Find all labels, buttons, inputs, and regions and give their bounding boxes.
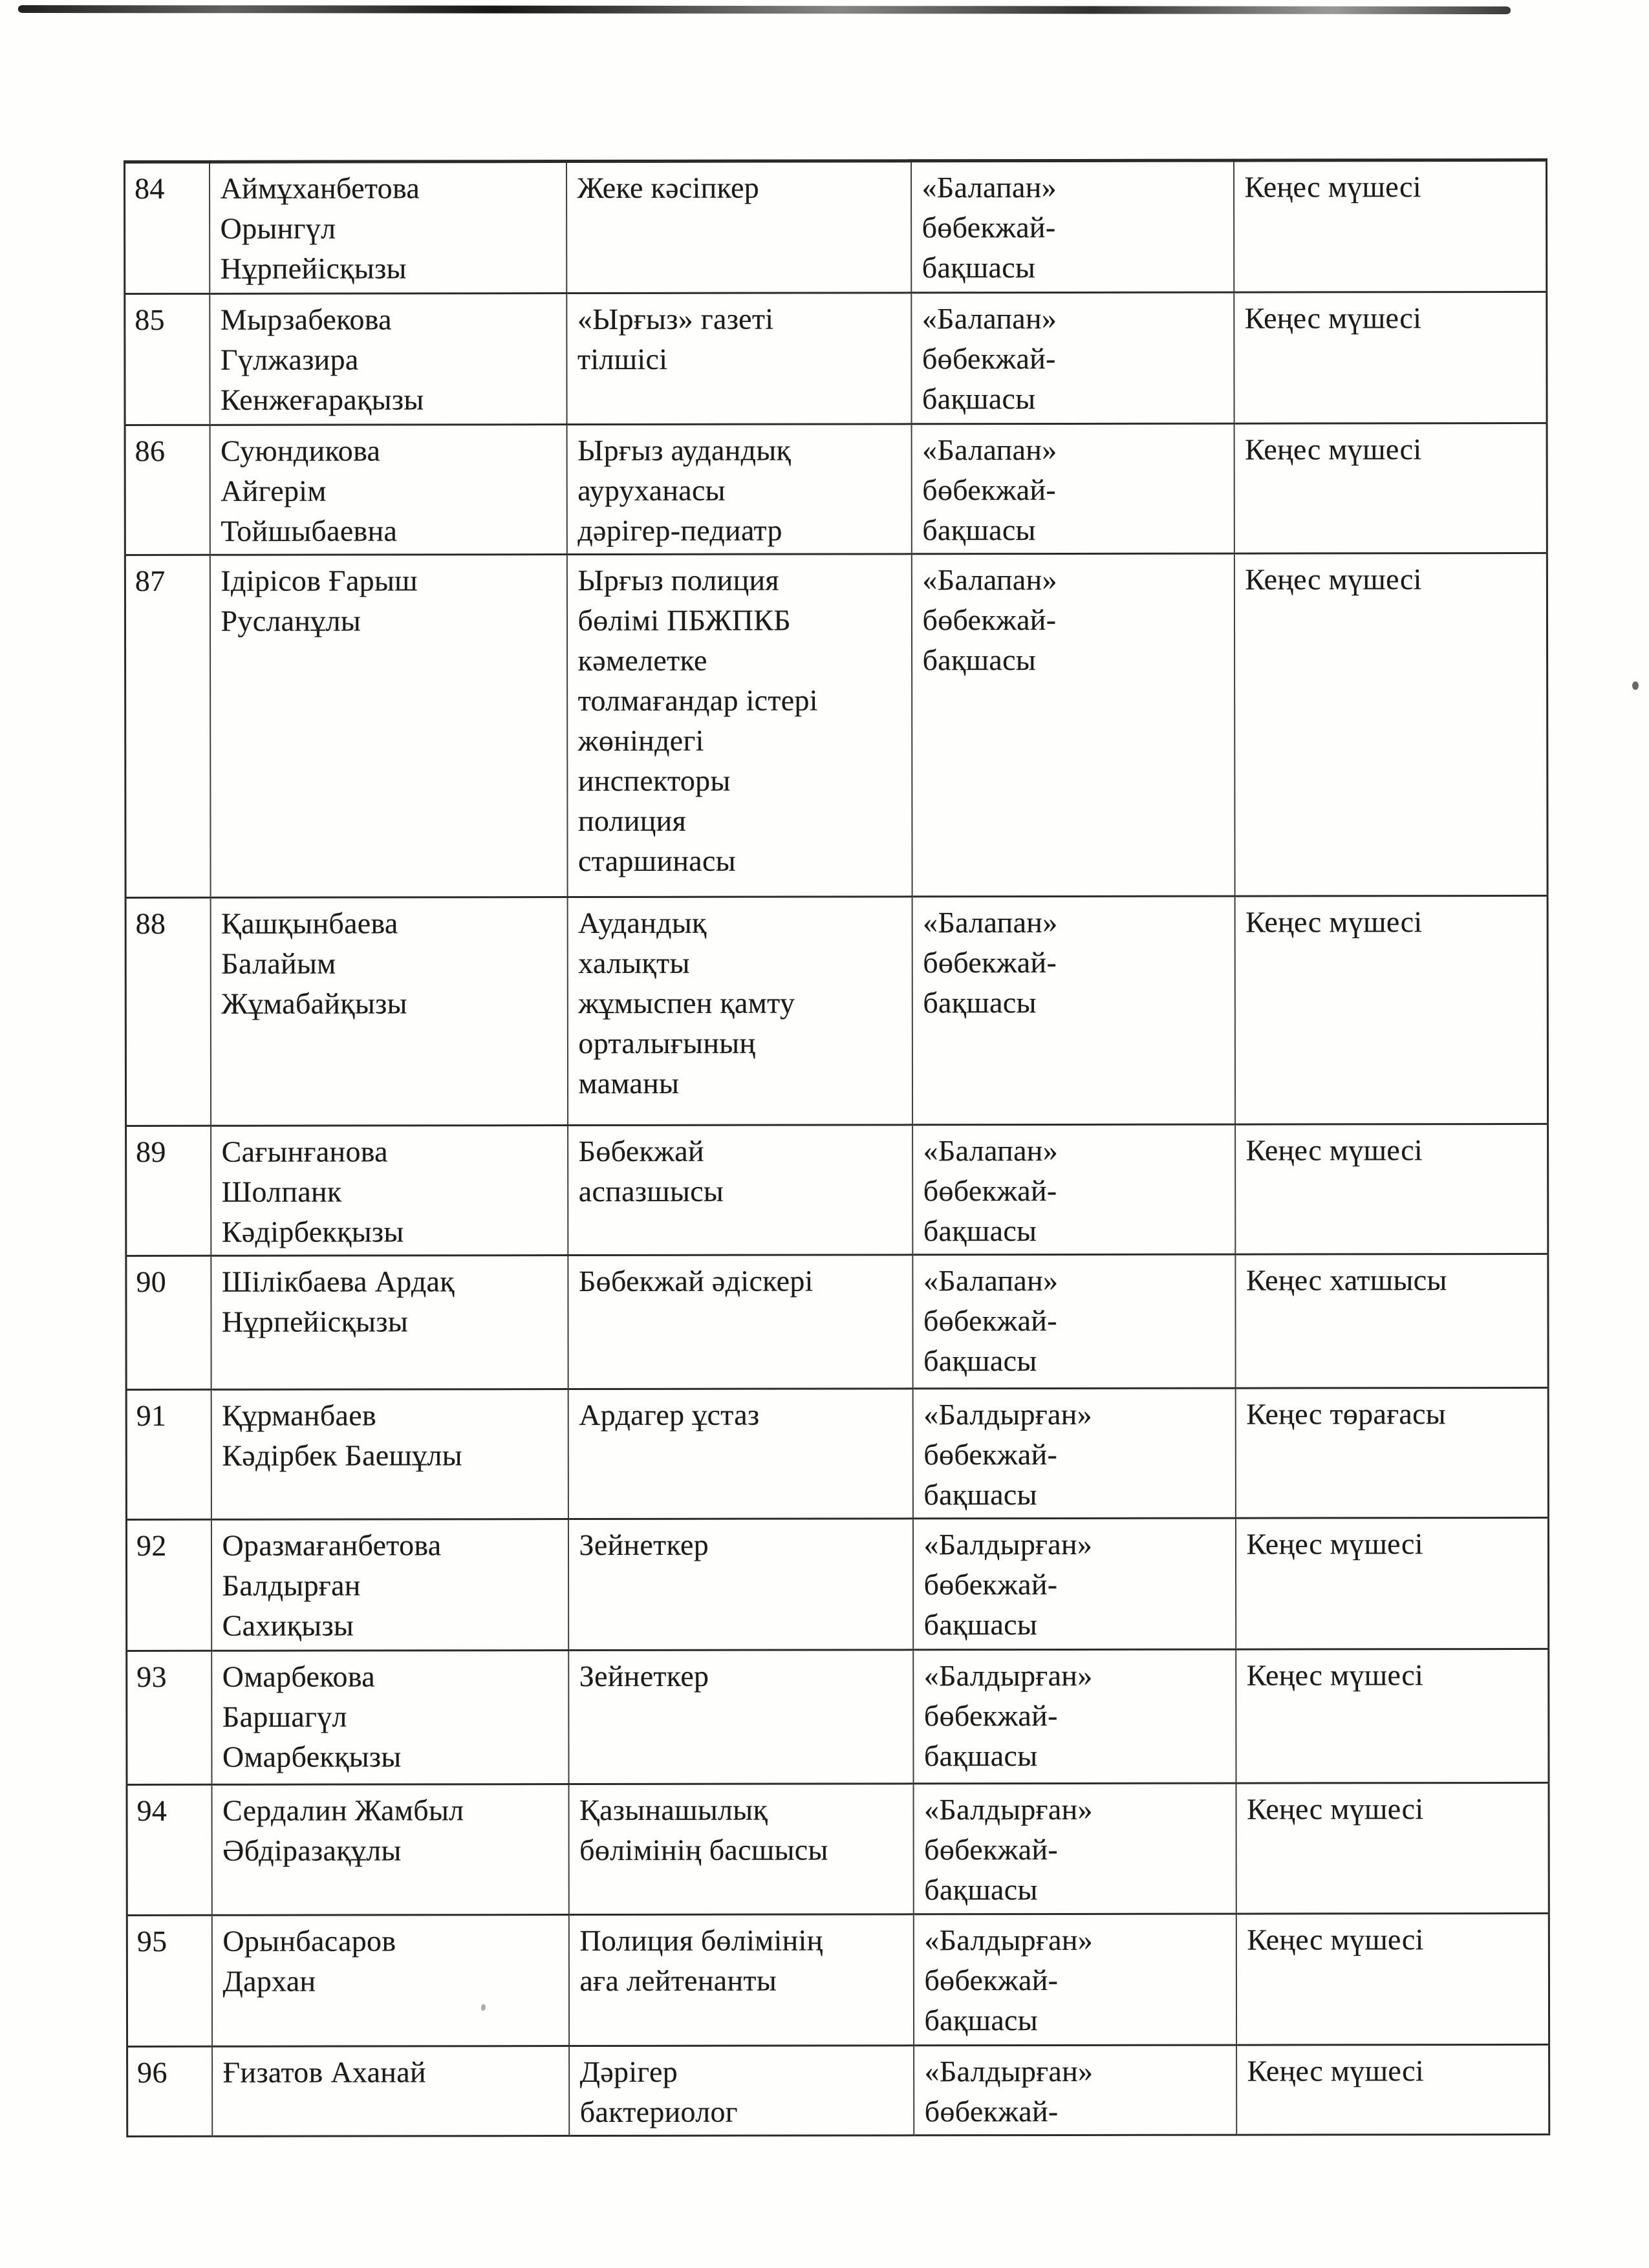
member-name-cell: Сердалин Жамбыл Әбдіразақұлы bbox=[211, 1784, 568, 1916]
occupation-cell: Бөбекжай әдіскері bbox=[568, 1255, 912, 1389]
table-row bbox=[126, 1124, 1548, 1256]
member-name-cell: Омарбекова Баршагүл Омарбекқызы bbox=[211, 1651, 568, 1785]
occupation-cell: Дәрігер бактериолог bbox=[569, 2046, 914, 2136]
table-row bbox=[125, 423, 1547, 555]
row-number-cell: 92 bbox=[126, 1519, 211, 1651]
organization-cell: «Балапан» бөбекжай- бақшасы bbox=[911, 423, 1234, 554]
row-number-cell: 95 bbox=[127, 1915, 211, 2046]
row-number-cell: 90 bbox=[126, 1256, 211, 1389]
role-cell: Кеңес төрағасы bbox=[1235, 1387, 1548, 1518]
occupation-cell: Ырғыз полиция бөлімі ПБЖПКБ кәмелетке толмағандар істері жөніндегі инспекторы полиция старшинасы bbox=[566, 554, 912, 897]
occupation-cell: Зейнеткер bbox=[568, 1519, 912, 1651]
member-name-cell: Қашқынбаева Балайым Жұмабайқызы bbox=[210, 897, 567, 1126]
role-cell: Кеңес мүшесі bbox=[1235, 1517, 1548, 1649]
member-name-cell: Ғизатов Аханай bbox=[212, 2046, 569, 2137]
table-row bbox=[125, 895, 1547, 1126]
organization-cell: «Балдырған» бөбекжай- бақшасы bbox=[913, 1649, 1236, 1784]
member-name-cell: Шілікбаева Ардақ Нұрпейісқызы bbox=[211, 1256, 568, 1390]
table-row bbox=[125, 553, 1547, 897]
member-name-cell: Мырзабекова Гүлжазира Кенжеғарақызы bbox=[210, 294, 566, 425]
organization-cell: «Балдырған» бөбекжай- бақшасы bbox=[913, 1914, 1236, 2046]
occupation-cell: Ырғыз аудандық ауруханасы дәрігер-педиатр bbox=[566, 424, 911, 555]
role-cell: Кеңес мүшесі bbox=[1234, 895, 1547, 1124]
role-cell: Кеңес мүшесі bbox=[1236, 2044, 1549, 2135]
table-row bbox=[126, 1254, 1548, 1389]
row-number-cell: 85 bbox=[125, 294, 210, 425]
table-row bbox=[125, 292, 1547, 425]
organization-cell: «Балдырған» бөбекжай- бақшасы bbox=[913, 1783, 1236, 1914]
row-number-cell: 96 bbox=[127, 2046, 212, 2136]
council-members-table bbox=[124, 158, 1550, 2137]
role-cell: Кеңес мүшесі bbox=[1236, 1782, 1549, 1914]
scan-speck bbox=[1632, 681, 1639, 690]
row-number-cell: 94 bbox=[127, 1784, 211, 1915]
organization-cell: «Балдырған» бөбекжай- бақшасы bbox=[912, 1388, 1235, 1519]
member-name-cell: Оразмағанбетова Балдырған Сахиқызы bbox=[211, 1519, 568, 1651]
row-number-cell: 88 bbox=[125, 897, 210, 1126]
occupation-cell: Ардагер ұстаз bbox=[568, 1389, 912, 1519]
row-number-cell: 86 bbox=[125, 425, 210, 555]
organization-cell: «Балдырған» бөбекжай- бақшасы bbox=[912, 1518, 1235, 1650]
organization-cell: «Балапан» бөбекжай- бақшасы bbox=[912, 1254, 1235, 1389]
organization-cell: «Балапан» бөбекжай- бақшасы bbox=[911, 292, 1234, 424]
table-row bbox=[126, 1387, 1548, 1519]
member-name-cell: Аймұханбетова Орынгүл Нұрпейісқызы bbox=[210, 162, 566, 294]
row-number-cell: 87 bbox=[125, 555, 210, 897]
organization-cell: «Балапан» бөбекжай- бақшасы bbox=[911, 160, 1234, 293]
table-row bbox=[127, 1649, 1549, 1784]
occupation-cell: Қазынашылық бөлімінің басшысы bbox=[568, 1784, 913, 1915]
organization-cell: «Балапан» бөбекжай- бақшасы bbox=[912, 896, 1234, 1125]
organization-cell: «Балапан» бөбекжай- бақшасы bbox=[912, 1124, 1235, 1255]
row-number-cell: 84 bbox=[125, 162, 210, 294]
occupation-cell: Бөбекжай аспазшысы bbox=[568, 1125, 912, 1256]
occupation-cell: «Ырғыз» газеті тілшісі bbox=[566, 293, 911, 425]
row-number-cell: 91 bbox=[126, 1389, 211, 1519]
role-cell: Кеңес мүшесі bbox=[1234, 292, 1547, 423]
table-row bbox=[126, 1517, 1548, 1651]
role-cell: Кеңес мүшесі bbox=[1234, 553, 1547, 896]
role-cell: Кеңес хатшысы bbox=[1235, 1254, 1548, 1388]
role-cell: Кеңес мүшесі bbox=[1236, 1649, 1549, 1783]
table-row bbox=[125, 160, 1547, 294]
occupation-cell: Зейнеткер bbox=[568, 1650, 913, 1784]
occupation-cell: Аудандық халықты жұмыспен қамту орталығының маманы bbox=[567, 897, 912, 1126]
occupation-cell: Жеке кәсіпкер bbox=[566, 161, 911, 294]
organization-cell: «Балдырған» бөбекжай- bbox=[914, 2045, 1236, 2135]
scan-artifact-top-edge bbox=[18, 5, 1511, 14]
member-name-cell: Орынбасаров Дархан bbox=[211, 1915, 568, 2047]
table-row bbox=[127, 2044, 1549, 2136]
member-name-cell: Құрманбаев Кәдірбек Баешұлы bbox=[211, 1389, 568, 1520]
member-name-cell: Суюндикова Айгерім Тойшыбаевна bbox=[210, 425, 566, 555]
member-name-cell: Сағынғанова Шолпанк Кәдірбекқызы bbox=[211, 1126, 568, 1256]
member-name-cell: Ідірісов Ғарыш Русланұлы bbox=[210, 555, 567, 898]
role-cell: Кеңес мүшесі bbox=[1236, 1913, 1549, 2045]
row-number-cell: 93 bbox=[127, 1651, 211, 1784]
table-row bbox=[127, 1913, 1549, 2046]
organization-cell: «Балапан» бөбекжай- бақшасы bbox=[911, 553, 1234, 897]
row-number-cell: 89 bbox=[126, 1126, 211, 1256]
table-row bbox=[127, 1782, 1549, 1915]
occupation-cell: Полиция бөлімінің аға лейтенанты bbox=[568, 1914, 913, 2046]
role-cell: Кеңес мүшесі bbox=[1235, 1124, 1548, 1254]
role-cell: Кеңес мүшесі bbox=[1234, 423, 1547, 553]
role-cell: Кеңес мүшесі bbox=[1234, 160, 1547, 292]
